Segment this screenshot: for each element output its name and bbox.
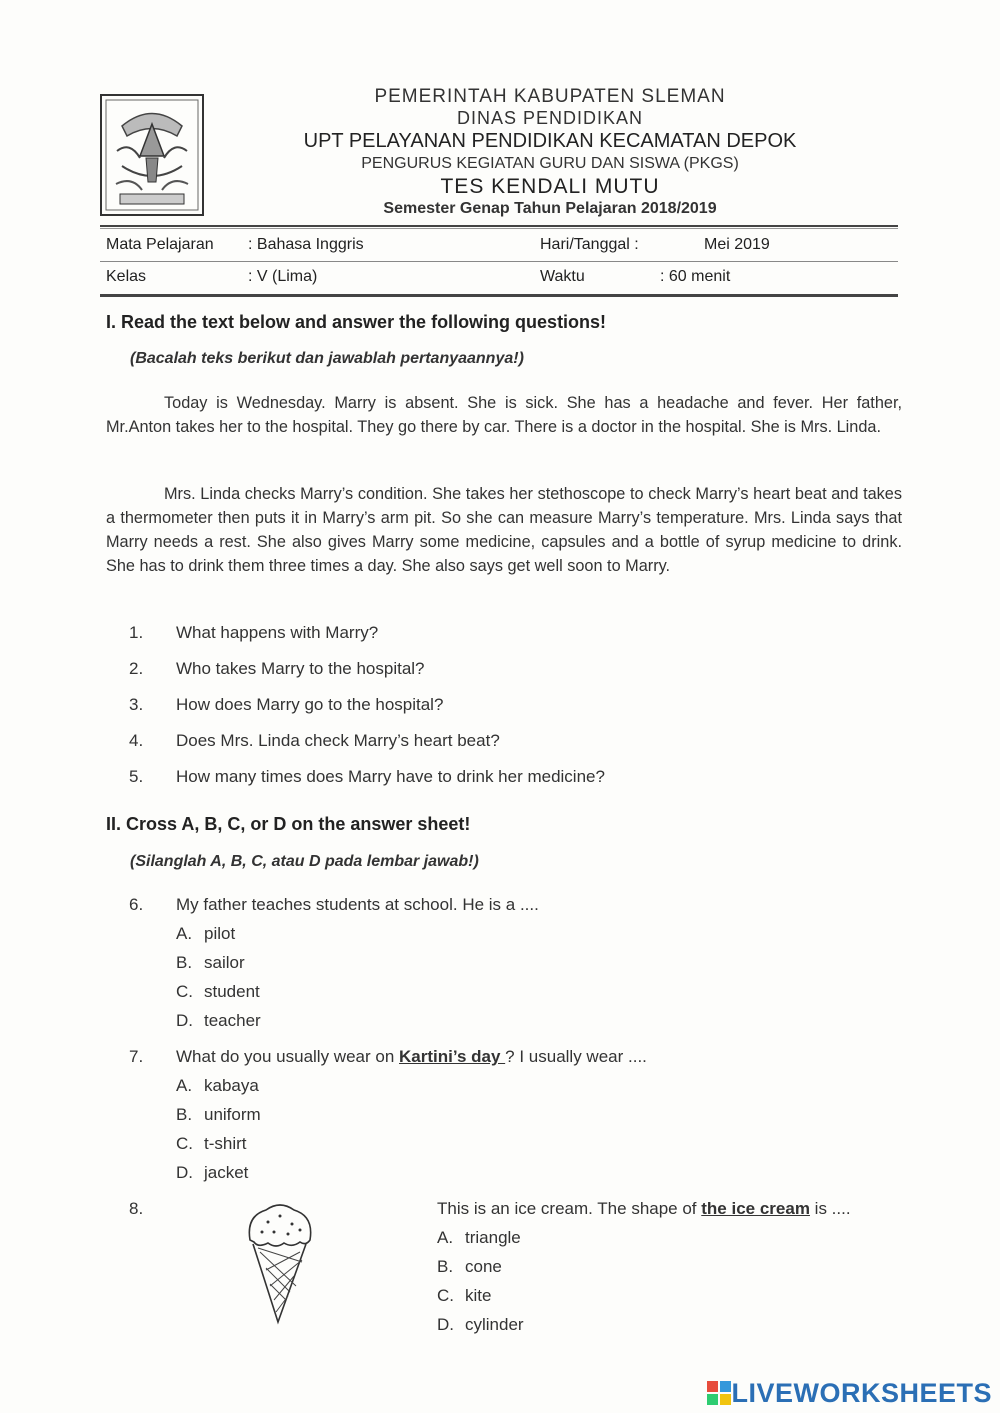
time-label: Waktu <box>540 268 585 285</box>
reading-paragraph-2 <box>106 482 902 578</box>
option-row <box>176 953 245 973</box>
question-text-end: ? I usually wear .... <box>505 1047 647 1066</box>
option-text: jacket <box>204 1163 249 1182</box>
option-text: kabaya <box>204 1076 259 1095</box>
option-text: student <box>204 982 260 1001</box>
option-letter: B. <box>176 953 193 972</box>
class-value: : V (Lima) <box>248 268 318 285</box>
time-value: : 60 menit <box>660 268 731 285</box>
option-letter: A. <box>176 924 193 943</box>
question-number: 7. <box>129 1047 144 1066</box>
question-number: 1. <box>129 623 144 642</box>
option-text: kite <box>465 1286 492 1305</box>
liveworksheets-watermark <box>707 1378 992 1409</box>
section-1-subtitle: (Bacalah teks berikut dan jawablah pertanyaannya!) <box>130 350 524 367</box>
header-line-3: UPT PELAYANAN PENDIDIKAN KECAMATAN DEPOK <box>303 130 797 152</box>
subject-value: : Bahasa Inggris <box>248 236 364 253</box>
question-text: Does Mrs. Linda check Marry’s heart beat? <box>176 731 500 750</box>
question-text <box>176 1047 647 1067</box>
date-value: Mei 2019 <box>704 236 770 253</box>
question-text: Who takes Marry to the hospital? <box>176 659 425 678</box>
question-text-end: is .... <box>809 1199 851 1218</box>
header-line-4: PENGURUS KEGIATAN GURU DAN SISWA (PKGS) <box>361 155 739 172</box>
option-text: sailor <box>204 953 245 972</box>
question-number: 6. <box>129 895 144 914</box>
option-row <box>176 1011 261 1031</box>
info-divider <box>100 261 898 262</box>
header-divider-top <box>100 225 898 227</box>
reading-paragraph-2-text: Mrs. Linda checks Marry’s condition. She takes her stethoscope to check Marry’s heart beat and takes a thermometer then puts it in Marry’s arm pit. So she can measure Marry’s temperature. Mrs. Linda says that Marry needs a rest. She also gives Marry some medicine, capsules and a bottle of syrup medicine to drink. She has to drink them three times a day. She also says get well soon to Marry. <box>106 485 902 575</box>
header-line-5: TES KENDALI MUTU <box>440 175 660 198</box>
info-divider-bottom <box>100 294 898 297</box>
option-letter: A. <box>437 1228 454 1247</box>
question-text-start: What do you usually wear on <box>176 1047 400 1066</box>
question-text: How many times does Marry have to drink her medicine? <box>176 767 605 786</box>
question-number: 3. <box>129 695 144 714</box>
reading-paragraph-1 <box>106 391 902 439</box>
header-line-6: Semester Genap Tahun Pelajaran 2018/2019 <box>383 200 717 217</box>
question-number: 8. <box>129 1199 144 1218</box>
option-text: uniform <box>204 1105 261 1124</box>
question-text: What happens with Marry? <box>176 623 379 642</box>
option-row <box>176 1105 261 1125</box>
option-text: pilot <box>204 924 236 943</box>
option-text: cylinder <box>465 1315 524 1334</box>
section-1-title: I. Read the text below and answer the following questions! <box>106 312 607 332</box>
question-text <box>437 1199 851 1219</box>
subject-label: Mata Pelajaran <box>106 236 214 253</box>
option-letter: D. <box>176 1163 193 1182</box>
underlined-keyword: the ice cream <box>701 1199 810 1218</box>
option-letter: B. <box>176 1105 193 1124</box>
option-row <box>437 1286 491 1306</box>
section-2-title: II. Cross A, B, C, or D on the answer sheet! <box>106 814 471 834</box>
underlined-keyword: Kartini’s day <box>399 1047 506 1066</box>
option-letter: A. <box>176 1076 193 1095</box>
date-label: Hari/Tanggal : <box>540 236 639 253</box>
option-letter: C. <box>437 1286 454 1305</box>
class-label: Kelas <box>106 268 147 285</box>
option-text: cone <box>465 1257 502 1276</box>
watermark-text: LIVEWORKSHEETS <box>731 1378 992 1408</box>
option-row <box>437 1315 524 1335</box>
regency-emblem <box>100 94 204 216</box>
option-letter: D. <box>437 1315 454 1334</box>
option-row <box>176 1134 247 1154</box>
section-2-subtitle: (Silanglah A, B, C, atau D pada lembar jawab!) <box>130 853 479 870</box>
option-row <box>437 1228 521 1248</box>
option-letter: D. <box>176 1011 193 1030</box>
question-number: 2. <box>129 659 144 678</box>
reading-paragraph-1-text: Today is Wednesday. Marry is absent. She is sick. She has a headache and fever. Her father, Mr.Anton takes her to the hospital. They go there by car. There is a doctor in the hospital. She is Mrs. Linda. <box>106 394 902 436</box>
option-text: teacher <box>204 1011 261 1030</box>
question-text-start: This is an ice cream. The shape of <box>437 1199 702 1218</box>
question-text: How does Marry go to the hospital? <box>176 695 444 714</box>
emblem-icon <box>102 96 202 214</box>
option-letter: C. <box>176 1134 193 1153</box>
question-number: 4. <box>129 731 144 750</box>
option-row <box>176 1163 248 1183</box>
ice-cream-icon <box>240 1200 320 1326</box>
option-text: triangle <box>465 1228 521 1247</box>
liveworksheets-logo-icon <box>707 1381 731 1405</box>
ice-cream-illustration <box>240 1200 320 1326</box>
option-letter: B. <box>437 1257 454 1276</box>
question-text: My father teaches students at school. He is a .... <box>176 895 539 914</box>
question-number: 5. <box>129 767 144 786</box>
option-row <box>176 982 260 1002</box>
option-letter: C. <box>176 982 193 1001</box>
option-row <box>176 924 235 944</box>
option-row <box>437 1257 502 1277</box>
header-divider-thin <box>100 228 898 229</box>
header-line-1: PEMERINTAH KABUPATEN SLEMAN <box>374 86 726 107</box>
option-text: t-shirt <box>204 1134 247 1153</box>
header-line-2: DINAS PENDIDIKAN <box>456 108 644 128</box>
option-row <box>176 1076 259 1096</box>
